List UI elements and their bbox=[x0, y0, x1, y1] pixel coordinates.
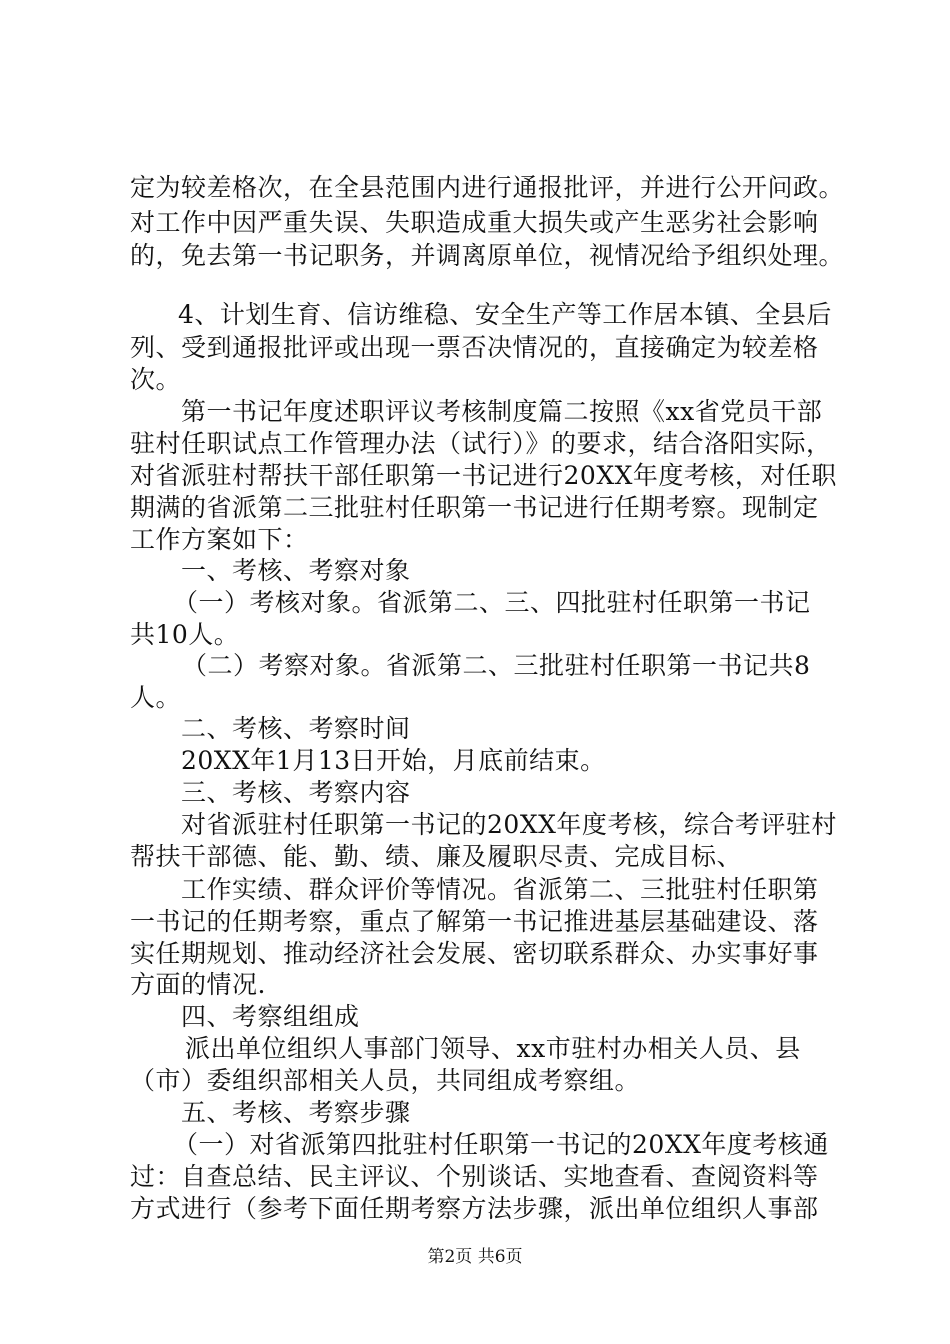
text-line: 定为较差格次，在全县范围内进行通报批评，并进行公开问政。 bbox=[130, 173, 845, 202]
text-line: 实任期规划、推动经济社会发展、密切联系群众、办实事好事 bbox=[130, 939, 819, 968]
text-line: 对省派驻村任职第一书记的20XX年度考核，综合考评驻村 bbox=[181, 810, 837, 839]
text-line: 期满的省派第二三批驻村任职第一书记进行任期考察。现制定 bbox=[130, 493, 819, 522]
text-line: 共10人。 bbox=[130, 620, 240, 649]
text-line: 对省派驻村帮扶干部任职第一书记进行20XX年度考核，对任职 bbox=[130, 461, 837, 490]
text-line: 工作实绩、群众评价等情况。省派第二、三批驻村任职第 bbox=[181, 875, 819, 904]
text-line: 方面的情况. bbox=[130, 970, 266, 999]
section-heading: 一、考核、考察对象 bbox=[181, 556, 411, 585]
section-heading: 五、考核、考察步骤 bbox=[181, 1098, 411, 1127]
text-line: 过：自查总结、民主评议、个别谈话、实地查看、查阅资料等 bbox=[130, 1162, 819, 1191]
text-line: 的，免去第一书记职务，并调离原单位，视情况给予组织处理。 bbox=[130, 241, 845, 270]
text-line: 一书记的任期考察，重点了解第一书记推进基层基础建设、落 bbox=[130, 907, 819, 936]
text-line: 次。 bbox=[130, 365, 182, 394]
text-line: 工作方案如下： bbox=[130, 525, 309, 554]
text-line: 对工作中因严重失误、失职造成重大损失或产生恶劣社会影响 bbox=[130, 208, 819, 237]
text-line: 方式进行（参考下面任期考察方法步骤，派出单位组织人事部 bbox=[130, 1194, 819, 1223]
section-heading: 三、考核、考察内容 bbox=[181, 778, 411, 807]
text-line: （一）对省派第四批驻村任职第一书记的20XX年度考核通 bbox=[173, 1130, 829, 1159]
page-number-footer: 第2页 共6页 bbox=[427, 1247, 523, 1267]
text-line: 人。 bbox=[130, 683, 182, 712]
section-heading: 四、考察组组成 bbox=[181, 1002, 360, 1031]
text-line: 派出单位组织人事部门领导、xx市驻村办相关人员、县 bbox=[185, 1034, 801, 1063]
text-line: 第一书记年度述职评议考核制度篇二按照《xx省党员干部 bbox=[181, 397, 823, 426]
text-line: （二）考察对象。省派第二、三批驻村任职第一书记共8 bbox=[182, 651, 811, 680]
text-line: 20XX年1月13日开始，月底前结束。 bbox=[181, 746, 606, 775]
text-line: （市）委组织部相关人员，共同组成考察组。 bbox=[130, 1066, 641, 1095]
text-line: 列、受到通报批评或出现一票否决情况的，直接确定为较差格 bbox=[130, 333, 819, 362]
text-line: 驻村任职试点工作管理办法（试行）》的要求，结合洛阳实际， bbox=[130, 429, 832, 458]
text-line: 帮扶干部德、能、勤、绩、廉及履职尽责、完成目标、 bbox=[130, 842, 743, 871]
section-heading: 二、考核、考察时间 bbox=[181, 714, 411, 743]
text-line: 4、计划生育、信访维稳、安全生产等工作居本镇、全县后 bbox=[178, 300, 832, 329]
text-line: （一）考核对象。省派第二、三、四批驻村任职第一书记 bbox=[173, 588, 811, 617]
